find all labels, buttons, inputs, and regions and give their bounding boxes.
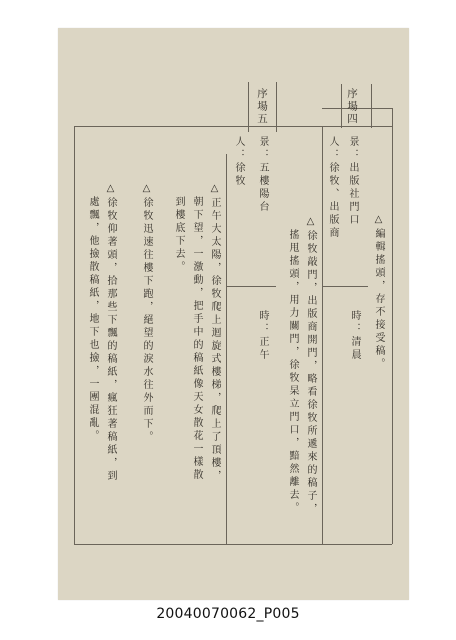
scene4-place: 景：出版社門口 (347, 136, 358, 227)
scene5-action-line: △徐牧仰著頭，拾那些下飄的稿紙，瘋狂著稿紙，到 (105, 183, 116, 483)
rule-scene5-time (226, 286, 276, 287)
scene5-action-line: 到樓底下去。 (173, 183, 184, 274)
scene5-time: 時：正午 (257, 310, 268, 362)
rule-scene4-divider (322, 126, 323, 544)
scene4-action-line: △徐牧敲門，出版商開門，略看徐牧所遞來的稿子， (305, 216, 316, 516)
scene5-action-line: △徐牧迅速往樓下跑，絕望的淚水往外而下。 (141, 183, 152, 444)
rule-scene4-title-right (371, 84, 372, 128)
document-page (58, 28, 409, 600)
scene5-title: 序場五 (256, 88, 268, 126)
scene4-people: 人：徐牧、出版商 (327, 136, 338, 240)
rule-top (74, 126, 392, 127)
scene5-place: 景：五樓陽台 (257, 136, 268, 214)
scene4-time: 時：清晨 (349, 310, 360, 362)
scene4-action-line: 搖甩搖頭，用力關門，徐牧杲立門口，黯然離去。 (287, 216, 298, 515)
image-caption: 20040070062_P005 (156, 606, 300, 622)
scene5-action-line: △正午大太陽，徐牧爬上迴旋式樓梯，爬上了頂樓， (209, 183, 220, 483)
rule-scene4-title-left (341, 84, 342, 128)
rule-scene5-divider (226, 154, 227, 544)
rule-bottom (74, 544, 392, 545)
scene5-action-line: 朝下望，一激動，把手中的稿紙像天女散花一樣散 (191, 183, 202, 482)
scene5-action-line: 處飄，他撿散稿紙，地下也撿，一團混亂。 (87, 183, 98, 443)
scene4-note: △編輯搖頭，存不接受稿。 (373, 214, 384, 371)
rule-scene5-title-right (276, 82, 277, 132)
rule-right-border (392, 108, 393, 544)
rule-scene5-title-left (248, 82, 249, 132)
rule-left-border (74, 126, 75, 544)
scene5-people: 人：徐牧 (233, 136, 244, 188)
scene4-title: 序場四 (346, 88, 358, 126)
rule-scene4-time (322, 286, 368, 287)
